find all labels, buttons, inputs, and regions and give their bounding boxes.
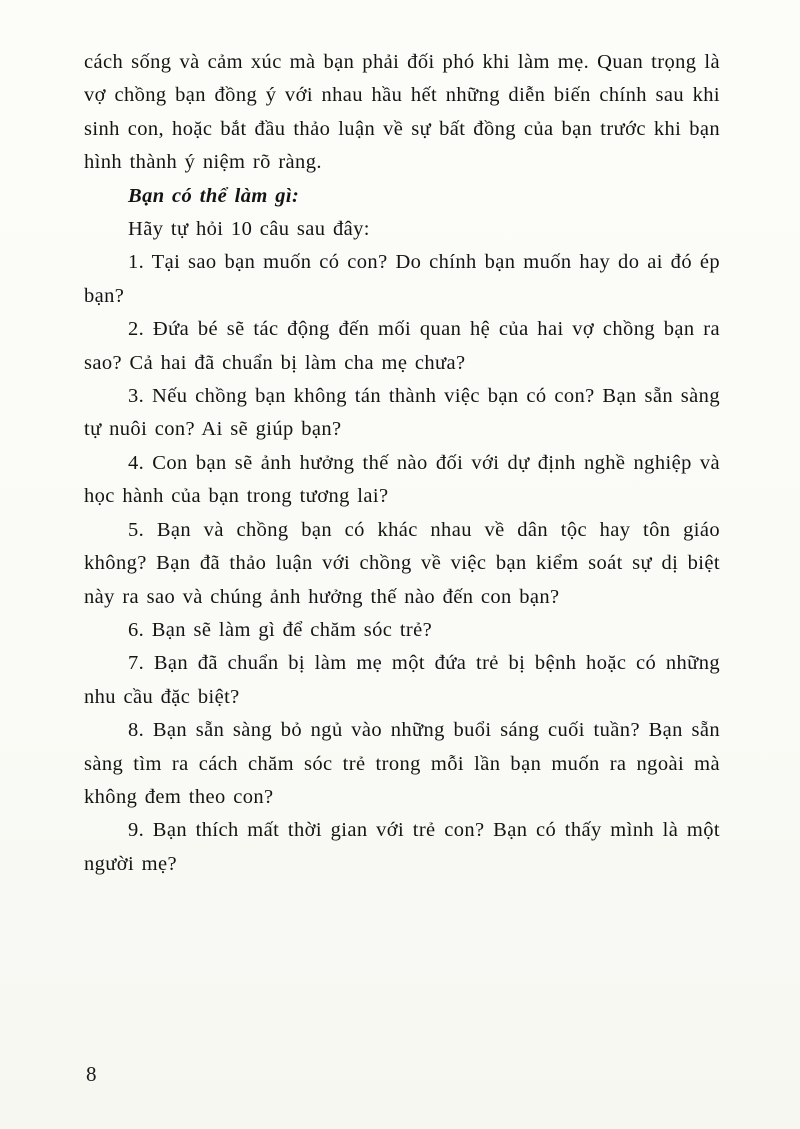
list-item-7: 7. Bạn đã chuẩn bị làm mẹ một đứa trẻ bị bệnh hoặc có những nhu cầu đặc biệt? [84, 652, 720, 708]
list-item-4: 4. Con bạn sẽ ảnh hưởng thế nào đối với dự định nghề nghiệp và học hành của bạn trong tương lai? [84, 451, 720, 508]
list-item-3: 3. Nếu chồng bạn không tán thành việc bạn có con? Bạn sẵn sàng tự nuôi con? Ai sẽ giúp bạn? [84, 385, 720, 441]
list-item-8: 8. Bạn sẵn sàng bỏ ngủ vào những buổi sáng cuối tuần? Bạn sẵn sàng tìm ra cách chăm sóc trẻ trong mỗi lần bạn muốn ra ngoài mà không đem theo con? [84, 719, 720, 808]
text-block [84, 46, 720, 881]
list-item-5: 5. Bạn và chồng bạn có khác nhau về dân tộc hay tôn giáo không? Bạn đã thảo luận với chồng về việc bạn kiểm soát sự dị biệt này ra sao và chúng ảnh hưởng thế nào đến con bạn? [84, 518, 720, 608]
list-item-9: 9. Bạn thích mất thời gian với trẻ con? Bạn có thấy mình là một người mẹ? [84, 819, 720, 875]
list-item-6: 6. Bạn sẽ làm gì để chăm sóc trẻ? [128, 618, 433, 641]
page-number: 8 [86, 1062, 97, 1086]
paragraph-continued: cách sống và cảm xúc mà bạn phải đối phó khi làm mẹ. Quan trọng là vợ chồng bạn đồng ý với nhau hầu hết những diễn biến chính sau khi sinh con, hoặc bắt đầu thảo luận về sự bất đồng của bạn trước khi bạn hình thành ý niệm rõ ràng. [84, 51, 720, 174]
list-item-2: 2. Đứa bé sẽ tác động đến mối quan hệ của hai vợ chồng bạn ra sao? Cả hai đã chuẩn bị làm cha mẹ chưa? [84, 318, 720, 374]
section-heading: Bạn có thể làm gì: [128, 184, 300, 207]
paragraph-intro: Hãy tự hỏi 10 câu sau đây: [128, 218, 370, 241]
list-item-1: 1. Tại sao bạn muốn có con? Do chính bạn muốn hay do ai đó ép bạn? [84, 251, 720, 307]
